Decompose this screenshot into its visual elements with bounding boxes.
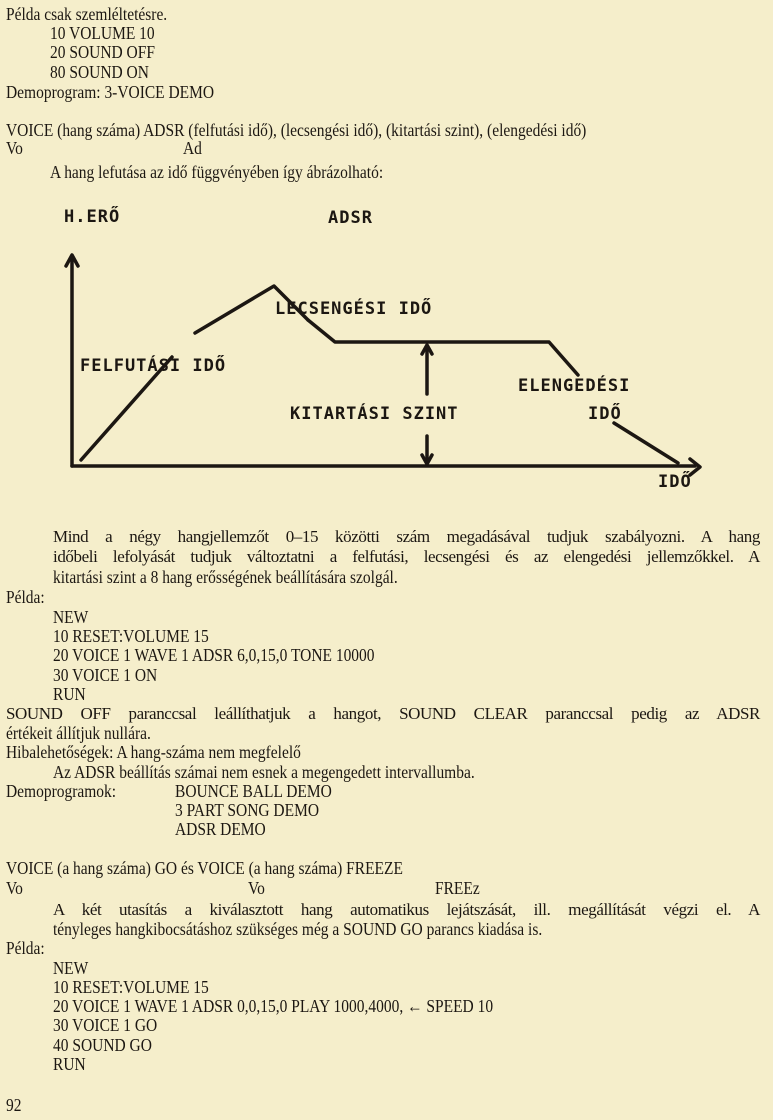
code-line: 30 VOICE 1 ON xyxy=(53,665,158,685)
adsr-syntax: VOICE (hang száma) ADSR (felfutási idő), (lecsengési idő), (kitartási szint), (elengedési idő) xyxy=(6,120,587,140)
paragraph-line: időbeli lefolyását tudjuk változtatni a felfutási, lecsengési és az elengedési jellemzőkkel. A xyxy=(53,547,760,566)
code-line: 30 VOICE 1 GO xyxy=(53,1015,158,1035)
paragraph-line: értékeit állítjuk nullára. xyxy=(6,723,151,743)
decay-sustain-line xyxy=(308,320,578,375)
abbr-ad: Ad xyxy=(183,138,202,158)
diagram-release-label: ELENGEDÉSI xyxy=(518,376,631,396)
errors-line: Hibalehetőségek: A hang-száma nem megfelelő xyxy=(6,742,301,762)
diagram-title: ADSR xyxy=(328,208,373,228)
demo-line: Demoprogram: 3-VOICE DEMO xyxy=(6,82,215,102)
example-label: Példa: xyxy=(6,587,45,607)
diagram-sustain-label: KITARTÁSI SZINT xyxy=(290,404,459,424)
code-line: RUN xyxy=(53,1054,86,1074)
code-line: 10 RESET:VOLUME 15 xyxy=(53,977,209,997)
code-line: 80 SOUND ON xyxy=(50,62,149,82)
code-line: 20 VOICE 1 WAVE 1 ADSR 0,0,15,0 PLAY 1000,4000, ← SPEED 10 xyxy=(53,996,494,1016)
adsr-diagram xyxy=(0,0,773,520)
demo-item: ADSR DEMO xyxy=(175,819,266,839)
code-line: 10 VOLUME 10 xyxy=(50,23,155,43)
code-line: 20 VOICE 1 WAVE 1 ADSR 6,0,15,0 TONE 10000 xyxy=(53,645,375,665)
abbr-vo: Vo xyxy=(6,138,23,158)
diagram-intro: A hang lefutása az idő függvényében így ábrázolható: xyxy=(50,162,384,182)
paragraph-line: A két utasítás a kiválasztott hang automatikus lejátszását, ill. megállítását végzi el. A xyxy=(53,900,760,919)
example-label: Példa: xyxy=(6,938,45,958)
page-number: 92 xyxy=(6,1095,22,1115)
diagram-y-label: H.ERŐ xyxy=(64,207,121,227)
demos-label: Demoprogramok: xyxy=(6,781,117,801)
demo-item: BOUNCE BALL DEMO xyxy=(175,781,332,801)
code-line: 20 SOUND OFF xyxy=(50,42,155,62)
abbr: Vo xyxy=(248,878,265,898)
code-line: 40 SOUND GO xyxy=(53,1035,152,1055)
code-line: 10 RESET:VOLUME 15 xyxy=(53,626,209,646)
code-line: NEW xyxy=(53,958,89,978)
paragraph-line: kitartási szint a 8 hang erősségének beállítására szolgál. xyxy=(53,567,398,587)
diagram-release-label-2: IDŐ xyxy=(588,404,622,424)
code-line: NEW xyxy=(53,607,89,627)
paragraph-line: Mind a négy hangjellemzőt 0–15 közötti szám megadásával tudjuk szabályozni. A hang xyxy=(53,527,760,546)
abbr: Vo xyxy=(6,878,23,898)
demo-item: 3 PART SONG DEMO xyxy=(175,800,320,820)
go-syntax: VOICE (a hang száma) GO és VOICE (a hang száma) FREEZE xyxy=(6,858,403,878)
diagram-x-label: IDŐ xyxy=(658,472,692,492)
abbr: FREEz xyxy=(435,878,480,898)
paragraph-line: tényleges hangkibocsátáshoz szükséges még a SOUND GO parancs kiadása is. xyxy=(53,919,543,939)
errors-line: Az ADSR beállítás számai nem esnek a megengedett intervallumba. xyxy=(53,762,475,782)
code-line: RUN xyxy=(53,684,86,704)
diagram-decay-label: LECSENGÉSI IDŐ xyxy=(275,299,433,319)
paragraph-line: SOUND OFF paranccsal leállíthatjuk a hangot, SOUND CLEAR paranccsal pedig az ADSR xyxy=(6,704,760,723)
release-line xyxy=(614,423,678,463)
diagram-attack-label: FELFUTÁSI IDŐ xyxy=(80,356,227,376)
example-label: Példa csak szemléltetésre. xyxy=(6,4,168,24)
